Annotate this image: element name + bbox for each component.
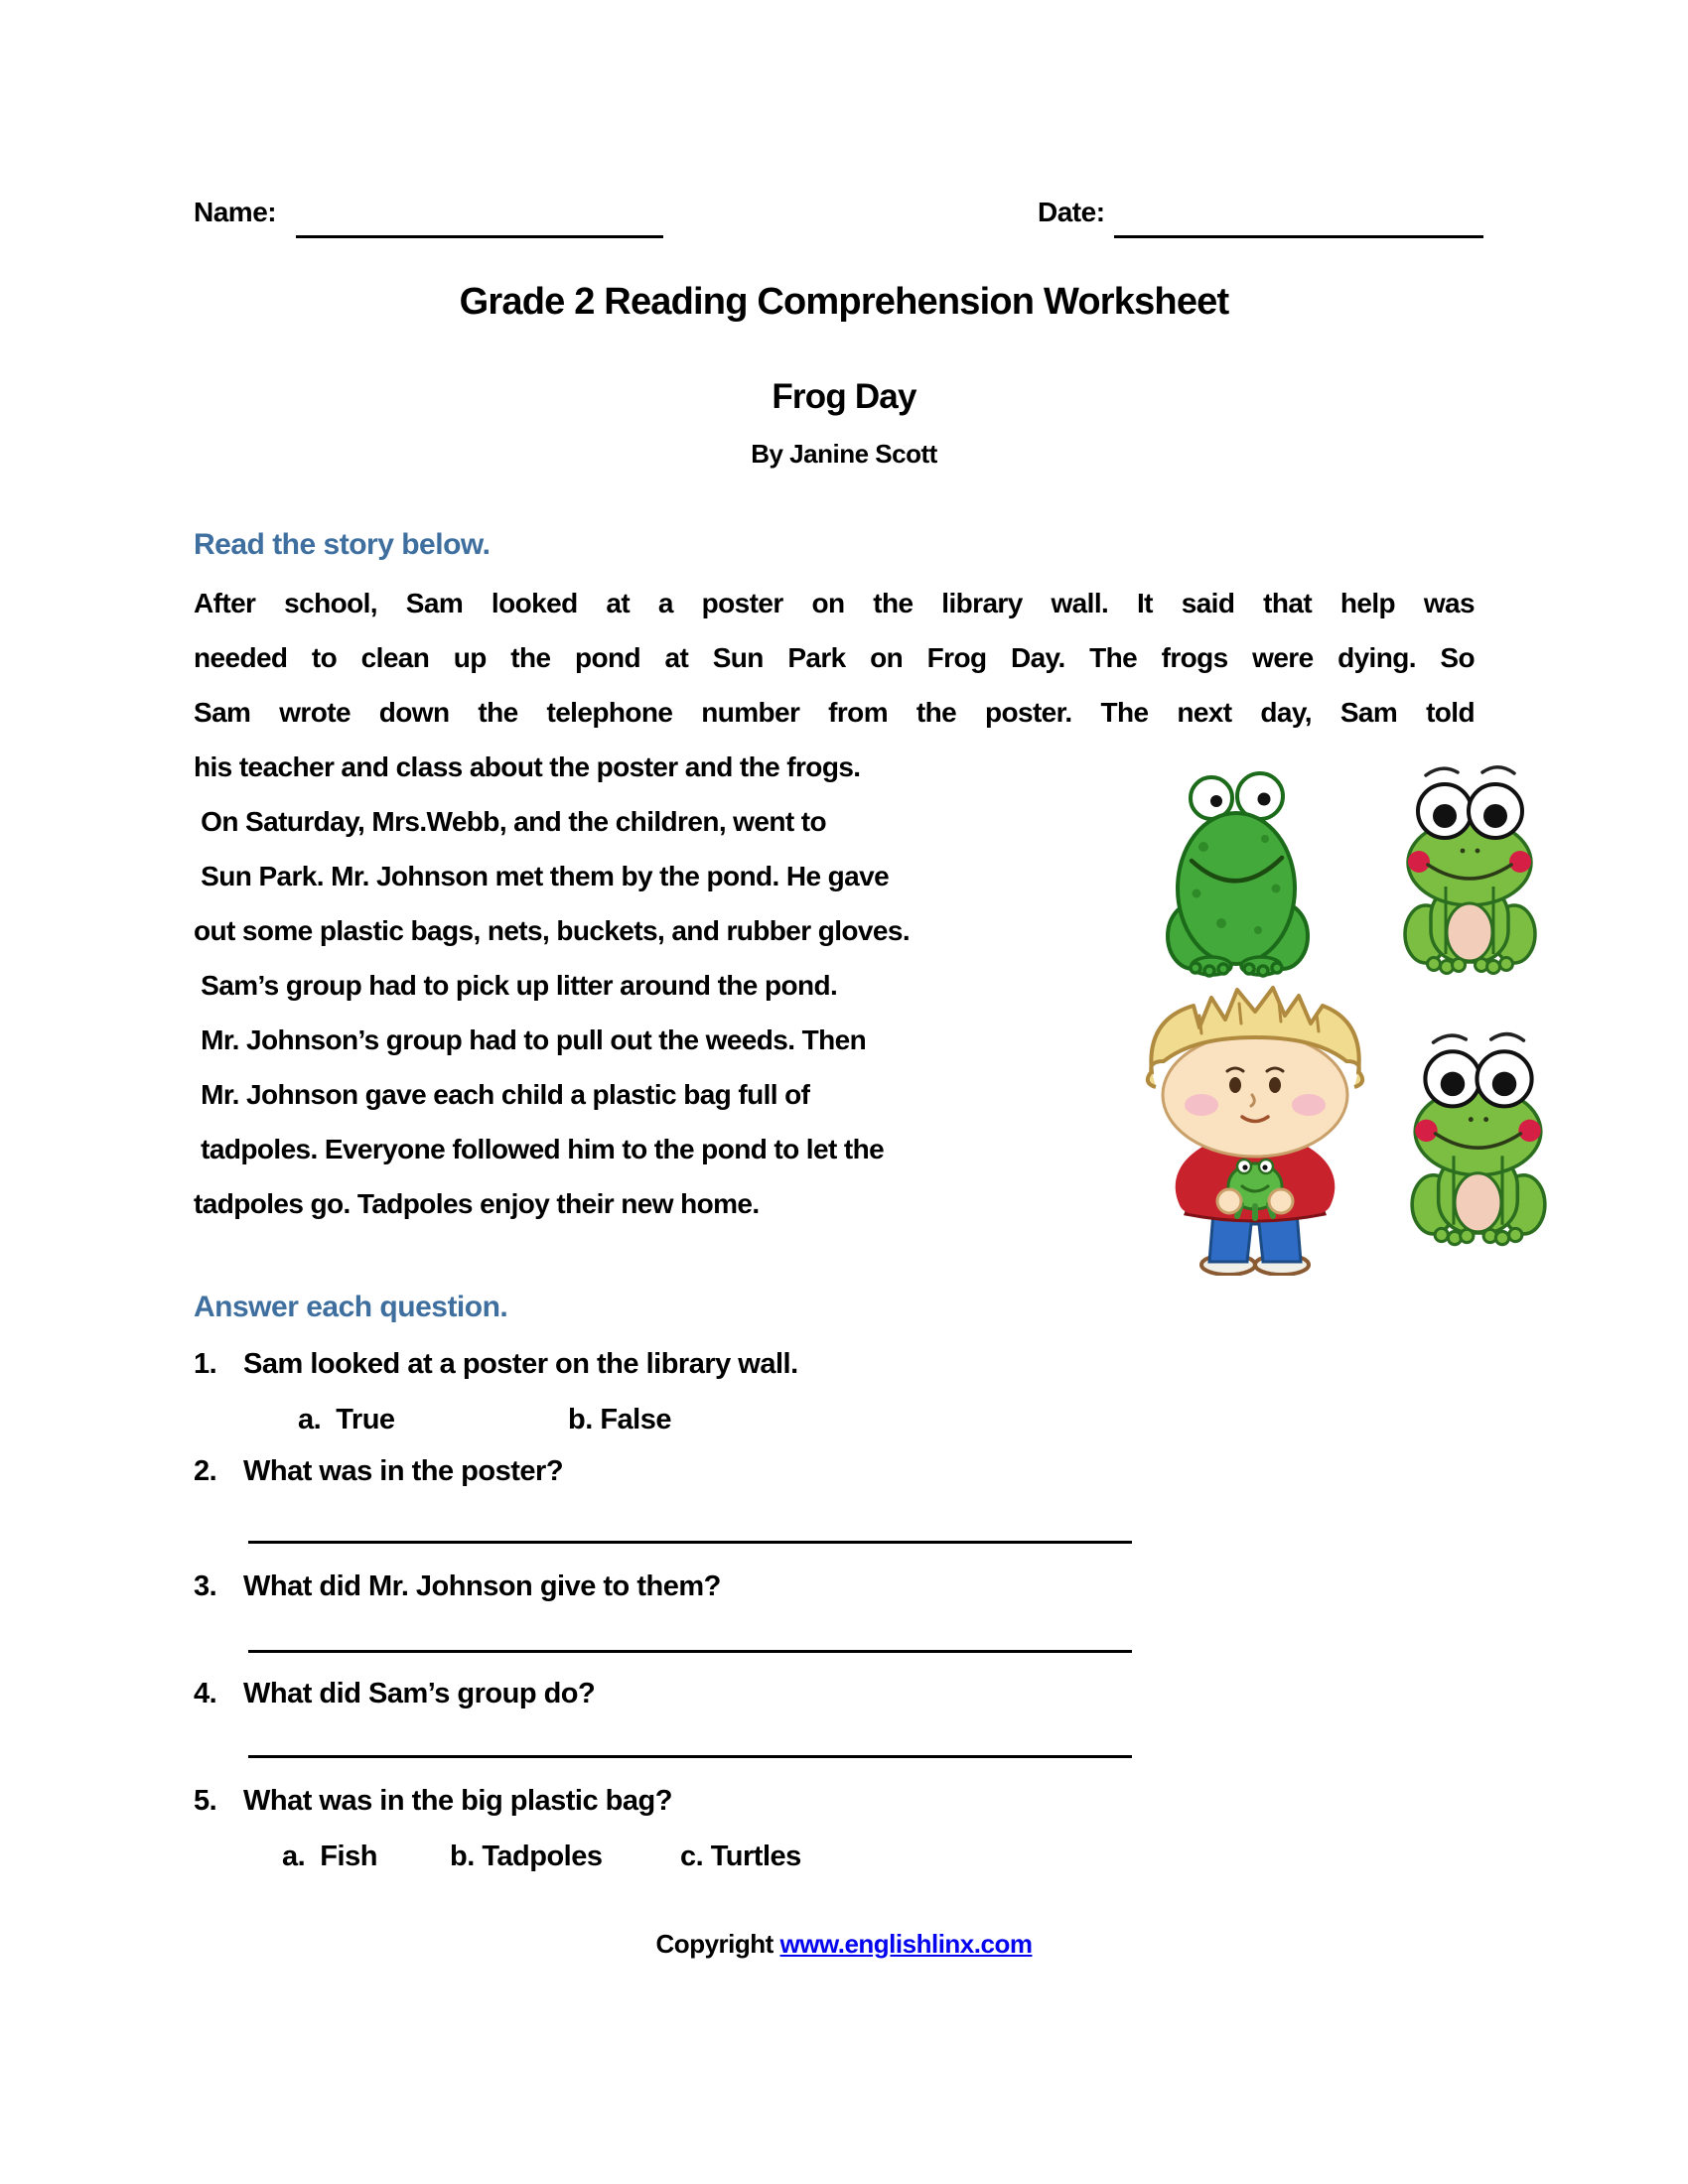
story-line: tadpoles. Everyone followed him to the pond to let the <box>194 1134 885 1164</box>
read-story-heading: Read the story below. <box>194 528 491 561</box>
story-title: Frog Day <box>772 377 916 416</box>
story-line: needed to clean up the pond at Sun Park on Frog Day. The frogs were dying. So <box>194 642 1475 673</box>
option-a-true: a. True <box>298 1404 395 1435</box>
story-line: Mr. Johnson’s group had to pull out the weeds. Then <box>194 1024 867 1055</box>
story-line: Sun Park. Mr. Johnson met them by the pond. He gave <box>194 861 890 891</box>
name-label: Name: <box>194 197 277 227</box>
story-line: After school, Sam looked at a poster on the library wall. It said that help was <box>194 588 1475 618</box>
question-text: What did Mr. Johnson give to them? <box>243 1570 721 1602</box>
answer-questions-heading: Answer each question. <box>194 1291 508 1323</box>
copyright-line <box>0 1929 1688 1960</box>
date-blank-line[interactable] <box>1114 235 1483 238</box>
answer-blank-line-q2[interactable] <box>248 1541 1132 1544</box>
big-eyed-frog-clipart <box>1405 1005 1552 1271</box>
question-number: 3. <box>194 1570 217 1602</box>
story-line: Sam’s group had to pick up litter around the pond. <box>194 970 838 1001</box>
story-line: On Saturday, Mrs.Webb, and the children, went to <box>194 806 826 837</box>
question-number: 5. <box>194 1785 217 1817</box>
question-text: Sam looked at a poster on the library wall. <box>243 1348 798 1380</box>
boy-holding-frog-clipart <box>1130 976 1380 1276</box>
option-b-tadpoles: b. Tadpoles <box>450 1841 603 1872</box>
story-line: out some plastic bags, nets, buckets, and rubber gloves. <box>194 915 911 946</box>
page-title: Grade 2 Reading Comprehension Worksheet <box>459 281 1229 323</box>
story-line: his teacher and class about the poster and the frogs. <box>194 751 861 782</box>
big-eyed-frog-clipart <box>1398 759 1542 978</box>
story-line: Mr. Johnson gave each child a plastic bag full of <box>194 1079 810 1110</box>
date-label: Date: <box>1038 197 1105 227</box>
option-c-turtles: c. Turtles <box>680 1841 801 1872</box>
question-number: 2. <box>194 1455 217 1487</box>
question-number: 1. <box>194 1348 217 1380</box>
answer-blank-line-q3[interactable] <box>248 1650 1132 1653</box>
question-text: What was in the big plastic bag? <box>243 1785 672 1817</box>
option-a-fish: a. Fish <box>282 1841 377 1872</box>
name-blank-line[interactable] <box>296 235 663 238</box>
story-line: Sam wrote down the telephone number from the poster. The next day, Sam told <box>194 697 1475 728</box>
englishlinx-link[interactable]: www.englishlinx.com <box>779 1929 1033 1959</box>
classic-green-frog-clipart <box>1164 769 1313 980</box>
copyright-prefix: Copyright <box>655 1929 780 1959</box>
byline: By Janine Scott <box>751 439 937 469</box>
question-text: What was in the poster? <box>243 1455 564 1487</box>
story-line: tadpoles go. Tadpoles enjoy their new home. <box>194 1188 760 1219</box>
question-text: What did Sam’s group do? <box>243 1678 596 1709</box>
option-b-false: b. False <box>568 1404 671 1435</box>
answer-blank-line-q4[interactable] <box>248 1755 1132 1758</box>
question-number: 4. <box>194 1678 217 1709</box>
